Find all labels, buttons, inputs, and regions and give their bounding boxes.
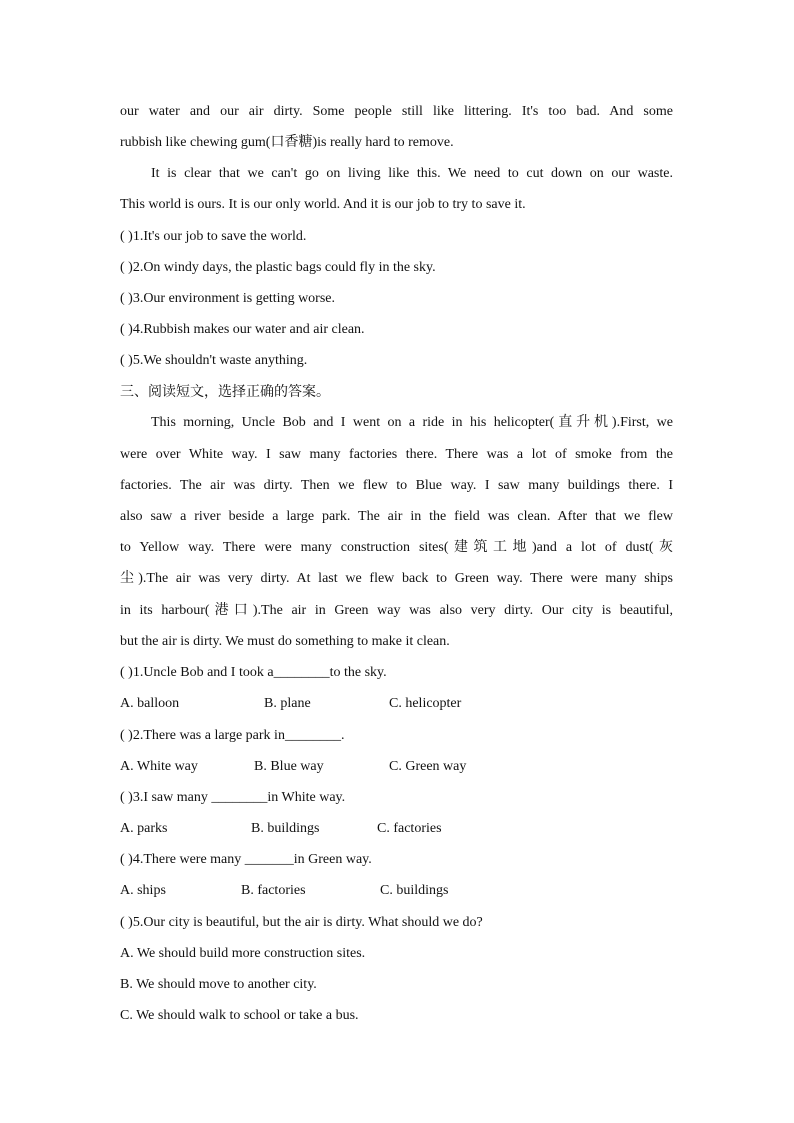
option-a: A. We should build more construction sites. [120, 946, 366, 961]
tf-question: ( )2.On windy days, the plastic bags could fly in the sky. [120, 260, 436, 275]
option-c: C. buildings [380, 883, 449, 898]
option-c: C. Green way [389, 759, 467, 774]
option-b: B. We should move to another city. [120, 977, 317, 992]
passage-line: It is clear that we can't go on living like this. We need to cut down on our waste. [151, 166, 673, 181]
option-c: C. factories [377, 821, 442, 836]
option-b: B. Blue way [254, 759, 324, 774]
tf-question: ( )1.It's our job to save the world. [120, 229, 307, 244]
passage-line: 尘).The air was very dirty. At last we flew back to Green way. There were many ships [120, 571, 673, 586]
passage-line: This morning, Uncle Bob and I went on a ride in his helicopter(直升机).First, we [151, 415, 673, 430]
passage-line: factories. The air was dirty. Then we flew to Blue way. I saw many buildings there. I [120, 478, 673, 493]
option-c: C. helicopter [389, 696, 462, 711]
option-b: B. factories [241, 883, 306, 898]
option-a: A. parks [120, 821, 168, 836]
option-c: C. We should walk to school or take a bus. [120, 1008, 359, 1023]
passage-line: to Yellow way. There were many construction sites(建筑工地)and a lot of dust(灰 [120, 540, 673, 555]
passage-line: rubbish like chewing gum(口香糖)is really hard to remove. [120, 135, 454, 150]
passage-line: our water and our air dirty. Some people still like littering. It's too bad. And some [120, 104, 673, 119]
option-b: B. buildings [251, 821, 320, 836]
mc-question-1: ( )1.Uncle Bob and I took a________to the sky. [120, 665, 387, 680]
passage-line: were over White way. I saw many factories there. There was a lot of smoke from the [120, 447, 673, 462]
option-b: B. plane [264, 696, 311, 711]
mc-question-2: ( )2.There was a large park in________. [120, 728, 345, 743]
option-a: A. ships [120, 883, 166, 898]
mc-question-5: ( )5.Our city is beautiful, but the air is dirty. What should we do? [120, 915, 483, 930]
option-a: A. balloon [120, 696, 180, 711]
option-a: A. White way [120, 759, 198, 774]
tf-question: ( )4.Rubbish makes our water and air clean. [120, 322, 365, 337]
section-heading: 三、阅读短文，选择正确的答案。 [120, 384, 330, 400]
passage-line: This world is ours. It is our only world. And it is our job to try to save it. [120, 197, 526, 212]
mc-question-4: ( )4.There were many _______in Green way. [120, 852, 372, 867]
passage-line: also saw a river beside a large park. The air in the field was clean. After that we flew [120, 509, 673, 524]
passage-line: but the air is dirty. We must do something to make it clean. [120, 634, 450, 649]
passage-line: in its harbour(港口).The air in Green way was also very dirty. Our city is beautiful, [120, 603, 673, 618]
mc-question-3: ( )3.I saw many ________in White way. [120, 790, 346, 805]
tf-question: ( )3.Our environment is getting worse. [120, 291, 336, 306]
tf-question: ( )5.We shouldn't waste anything. [120, 353, 308, 368]
